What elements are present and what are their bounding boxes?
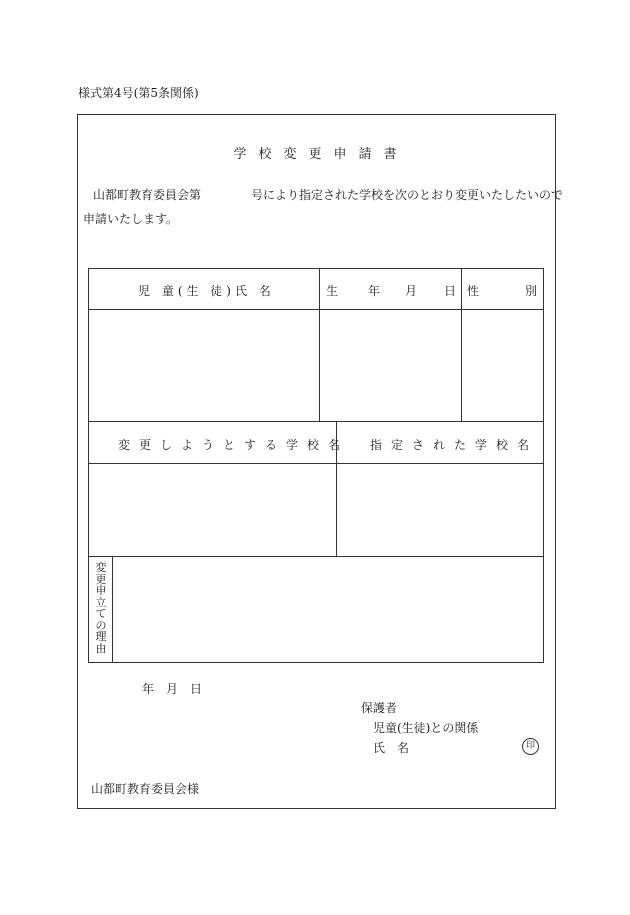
designated-school-field[interactable] <box>337 464 543 556</box>
date-day: 日 <box>190 682 203 696</box>
intro-board-text: 山都町教育委員会第 <box>93 188 202 202</box>
header-gender-char-1: 性 <box>467 284 480 298</box>
header-new-school: 変更しようとする学校名 <box>118 438 350 452</box>
header-birth-day: 日 <box>444 284 457 298</box>
addressee: 山都町教育委員会様 <box>91 782 200 796</box>
intro-request-text: 号により指定された学校を次のとおり変更いたしたいので <box>251 188 564 202</box>
table-bottom-border <box>88 662 544 663</box>
intro-line-1 <box>93 186 563 203</box>
guardian-label: 保護者 <box>361 701 398 715</box>
reason-label: 変更申立ての理由 <box>95 561 107 655</box>
new-school-field[interactable] <box>89 464 336 556</box>
reason-field[interactable] <box>113 557 543 662</box>
header-student-name: 児 童(生 徒)氏 名 <box>138 284 275 298</box>
row-divider-2 <box>88 421 544 422</box>
form-number: 様式第4号(第5条関係) <box>78 86 199 100</box>
date-month: 月 <box>166 682 179 696</box>
gender-field[interactable] <box>462 310 543 421</box>
header-gender-char-2: 別 <box>525 284 538 298</box>
header-designated-school: 指定された学校名 <box>370 438 539 452</box>
table-top-border <box>88 268 544 269</box>
intro-line-2: 申請いたします。 <box>83 212 179 226</box>
birth-date-field[interactable] <box>320 310 461 421</box>
document-title: 学校変更申請書 <box>233 147 409 162</box>
student-name-field[interactable] <box>89 310 319 421</box>
header-birth-year: 年 <box>368 284 381 298</box>
guardian-relation-label: 児童(生徒)との関係 <box>373 721 479 735</box>
header-birth-year-char: 生 <box>326 284 339 298</box>
date-year: 年 <box>142 682 155 696</box>
header-birth-month: 月 <box>405 284 418 298</box>
table-right-border <box>543 268 544 663</box>
guardian-name-label: 氏 名 <box>373 741 410 755</box>
seal-icon: 印 <box>522 738 539 755</box>
